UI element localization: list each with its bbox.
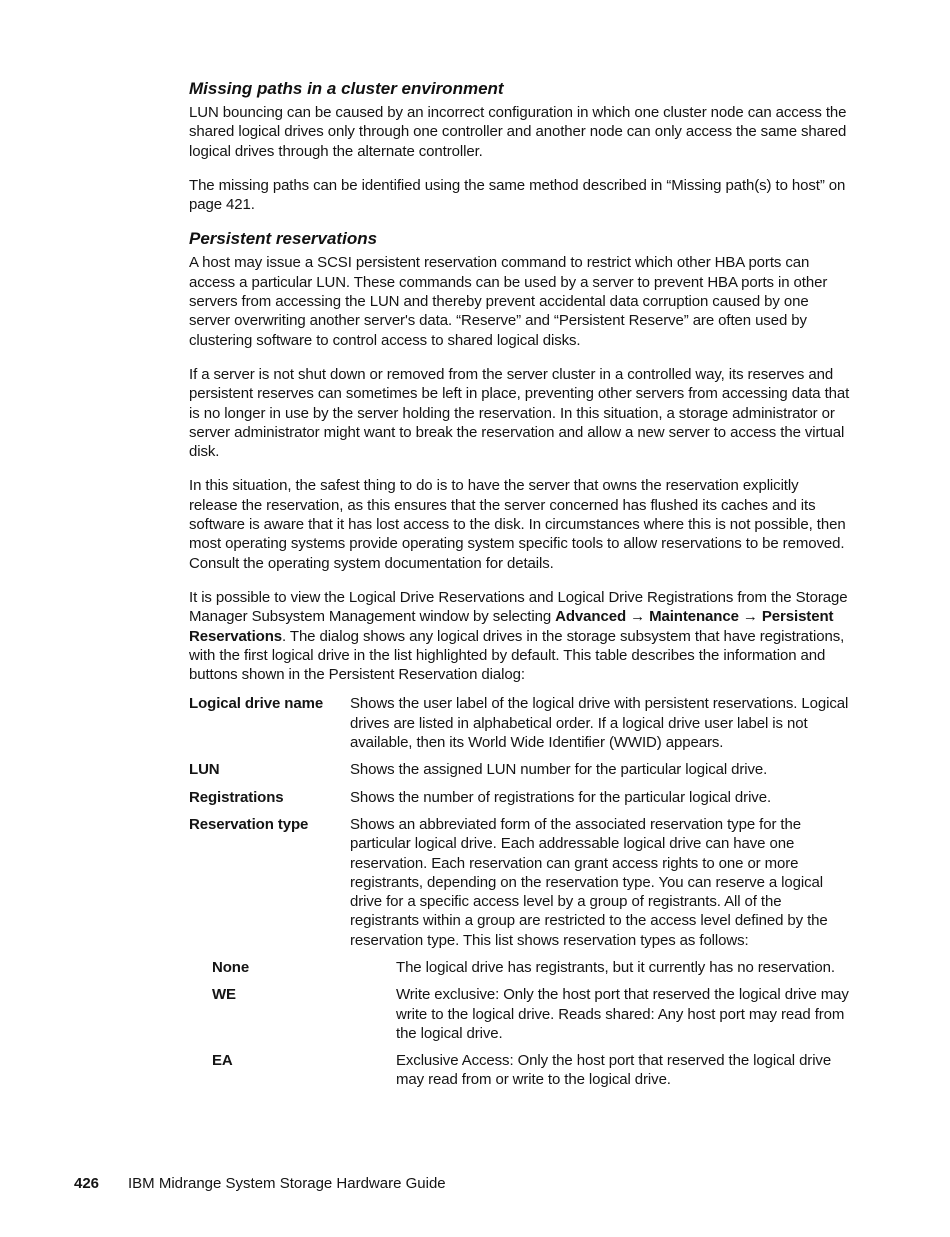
definition-term: Registrations xyxy=(189,788,284,806)
definition-text: Shows the number of registrations for the particular logical drive. xyxy=(350,788,772,806)
section-heading-missing-paths: Missing paths in a cluster environment xyxy=(189,79,504,98)
page-number: 426 xyxy=(74,1175,100,1192)
arrow: → xyxy=(626,608,650,626)
definition-text: Shows the user label of the logical drive with persistent reservations. Logical drives are listed in alphabetical order. If a logical drive user label is not available, then its World Wide Identifier (WWID) appears. xyxy=(350,695,849,752)
menu-maintenance: Maintenance xyxy=(649,608,739,626)
paragraph: LUN bouncing can be caused by an incorrect configuration in which one cluster node can access the shared logical drives only through one controller and another node can only access the same shared logical drives through the alternate controller. xyxy=(189,104,847,160)
reservation-type-row xyxy=(189,1051,851,1090)
reservation-type-row xyxy=(189,985,851,1043)
reservation-type-row xyxy=(189,958,851,977)
menu-persistent-reservations: Persistent Reservations xyxy=(189,608,834,645)
reservation-type-term: WE xyxy=(212,986,236,1004)
definition-term: Reservation type xyxy=(189,815,309,833)
page-footer xyxy=(74,1174,446,1194)
reservation-type-term: None xyxy=(212,958,250,976)
book-title: IBM Midrange System Storage Hardware Guide xyxy=(128,1175,446,1192)
paragraph: In this situation, the safest thing to do is to have the server that owns the reservation explicitly release the reservation, as this ensures that the server concerned has flushed its caches and its software is aware that it has lost access to the disk. In circumstances where this is not possible, then most operating systems provide operating system specific tools to allow reservations to be removed. Consult the operating system documentation for details. xyxy=(189,477,846,572)
arrow: → xyxy=(738,608,762,626)
definition-text: Shows the assigned LUN number for the particular logical drive. xyxy=(350,761,768,779)
definition-row xyxy=(189,694,851,752)
paragraph-menu-path xyxy=(189,588,851,684)
definition-term: LUN xyxy=(189,761,220,779)
menu-advanced: Advanced xyxy=(555,608,627,626)
definition-text: Shows an abbreviated form of the associated reservation type for the particular logical drive. Each addressable logical drive can have one reservation. Each reservation can grant access rights to one or more registrants, depending on the reservation type. You can reserve a logical drive for a specific access level by a group of registrants. All of the registrants within a group are restricted to the access level defined by the reservation type. This list shows reservation types as follows: xyxy=(350,815,828,949)
paragraph: A host may issue a SCSI persistent reservation command to restrict which other HBA ports can access a particular LUN. These commands can be used by a server to prevent HBA ports in other servers from accessing the LUN and thereby prevent accidental data corruption caused by one server overwriting another server's data. “Reserve” and “Persistent Reserve” are often used by clustering software to control access to shared logical disks. xyxy=(189,254,828,349)
page-content xyxy=(189,79,851,1098)
paragraph: The missing paths can be identified using the same method described in “Missing path(s) to host” on page 421. xyxy=(189,176,846,214)
paragraph: If a server is not shut down or removed from the server cluster in a controlled way, its reserves and persistent reserves can sometimes be left in place, preventing other servers from accessing data that is no longer in use by the server holding the reservation. In this situation, a storage administrator or server administrator might want to break the reservation and allow a new server to access the virtual disk. xyxy=(189,365,850,461)
definition-term: Logical drive name xyxy=(189,695,324,713)
definition-list xyxy=(189,694,851,1089)
text: It is possible to view the Logical Drive Reservations and Logical Drive Registrations from the Storage Manager Subsystem Management window by selecting xyxy=(189,588,848,626)
definition-row xyxy=(189,815,851,950)
definition-row xyxy=(189,760,851,779)
reservation-type-text: Write exclusive: Only the host port that reserved the logical drive may write to the logical drive. Reads shared: Any host port may read from the logical drive. xyxy=(396,986,849,1042)
definition-row xyxy=(189,788,851,807)
text: . The dialog shows any logical drives in the storage subsystem that have registrations, with the first logical drive in the list highlighted by default. This table describes the information and buttons shown in the Persistent Reservation dialog: xyxy=(189,627,845,684)
reservation-type-term: EA xyxy=(212,1052,233,1070)
reservation-type-text: Exclusive Access: Only the host port that reserved the logical drive may read from or write to the logical drive. xyxy=(396,1052,832,1089)
section-heading-persistent-reservations: Persistent reservations xyxy=(189,229,378,249)
reservation-type-text: The logical drive has registrants, but it currently has no reservation. xyxy=(396,958,835,976)
